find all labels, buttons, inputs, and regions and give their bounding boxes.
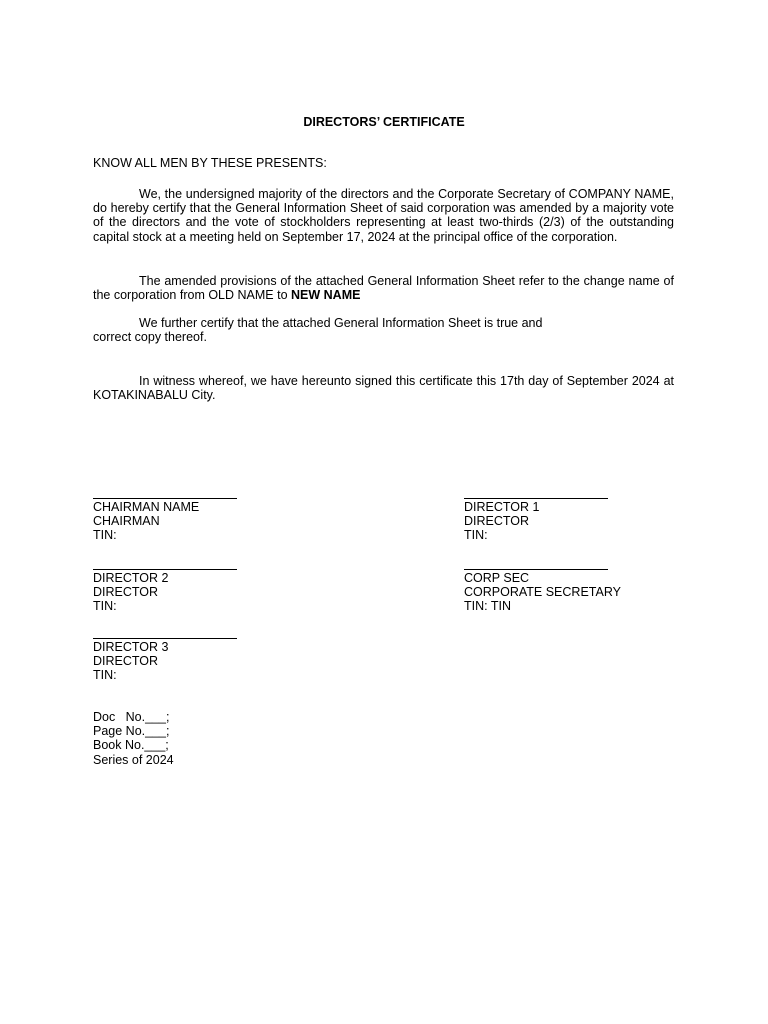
signatory-position: DIRECTOR	[464, 514, 530, 529]
paragraph-amended-provisions-text: The amended provisions of the attached General Information Sheet refer to the change name of the corporation from OLD NAME to	[93, 274, 674, 303]
signature-line	[464, 498, 608, 499]
paragraph-certification-text: We, the undersigned majority of the directors and the Corporate Secretary of COMPANY NAME, do hereby certify that the General Information Sheet of said corporation was amended by a majority vote of the directors and the vote of stockholders representing at least two-thirds (2/3) of the outstanding capital stock at a meeting held on September 17, 2024 at the principal office of the corporation.	[93, 187, 674, 244]
paragraph-further-certify-line2: correct copy thereof.	[93, 330, 207, 345]
signatory-name: CHAIRMAN NAME	[93, 500, 200, 514]
signatory-name: DIRECTOR 3	[93, 640, 169, 654]
signature-line	[93, 638, 237, 639]
paragraph-further-certify-line1: We further certify that the attached General Information Sheet is true and	[139, 316, 543, 330]
page-number: Page No.___;	[93, 724, 170, 739]
signatory-tin: TIN:	[93, 668, 117, 683]
book-number: Book No.___;	[93, 738, 169, 753]
paragraph-amended-provisions	[93, 274, 674, 302]
signatory-position: CORPORATE SECRETARY	[464, 585, 621, 600]
paragraph-certification	[93, 187, 674, 244]
notarial-details	[93, 710, 174, 767]
signature-line	[93, 498, 237, 499]
new-name-bold: NEW NAME	[291, 288, 361, 303]
paragraph-further-certify	[93, 316, 674, 344]
paragraph-witness-text: In witness whereof, we have hereunto signed this certificate this 17th day of September 2024 at KOTAKINABALU City.	[93, 374, 674, 403]
signature-block-chairman	[93, 498, 237, 543]
signatory-tin: TIN: TIN	[464, 599, 511, 614]
signatory-position: DIRECTOR	[93, 654, 159, 669]
signature-block-director1	[464, 498, 608, 543]
signatory-name: DIRECTOR 2	[93, 571, 169, 585]
signature-block-director3	[93, 638, 237, 683]
signature-block-director2	[93, 569, 237, 614]
signatory-name: CORP SEC	[464, 571, 530, 585]
signatory-position: CHAIRMAN	[93, 514, 160, 529]
series: Series of 2024	[93, 752, 174, 767]
signature-line	[93, 569, 237, 570]
document-title: DIRECTORS’ CERTIFICATE	[303, 115, 465, 129]
paragraph-witness	[93, 374, 674, 402]
signatory-tin: TIN:	[464, 528, 488, 543]
signatory-tin: TIN:	[93, 599, 117, 614]
signature-line	[464, 569, 608, 570]
doc-number: Doc No.___;	[93, 710, 170, 724]
signatory-tin: TIN:	[93, 528, 117, 543]
preamble: KNOW ALL MEN BY THESE PRESENTS:	[93, 156, 327, 170]
signatory-name: DIRECTOR 1	[464, 500, 540, 514]
signatory-position: DIRECTOR	[93, 585, 159, 600]
signature-block-corpsec	[464, 569, 621, 614]
